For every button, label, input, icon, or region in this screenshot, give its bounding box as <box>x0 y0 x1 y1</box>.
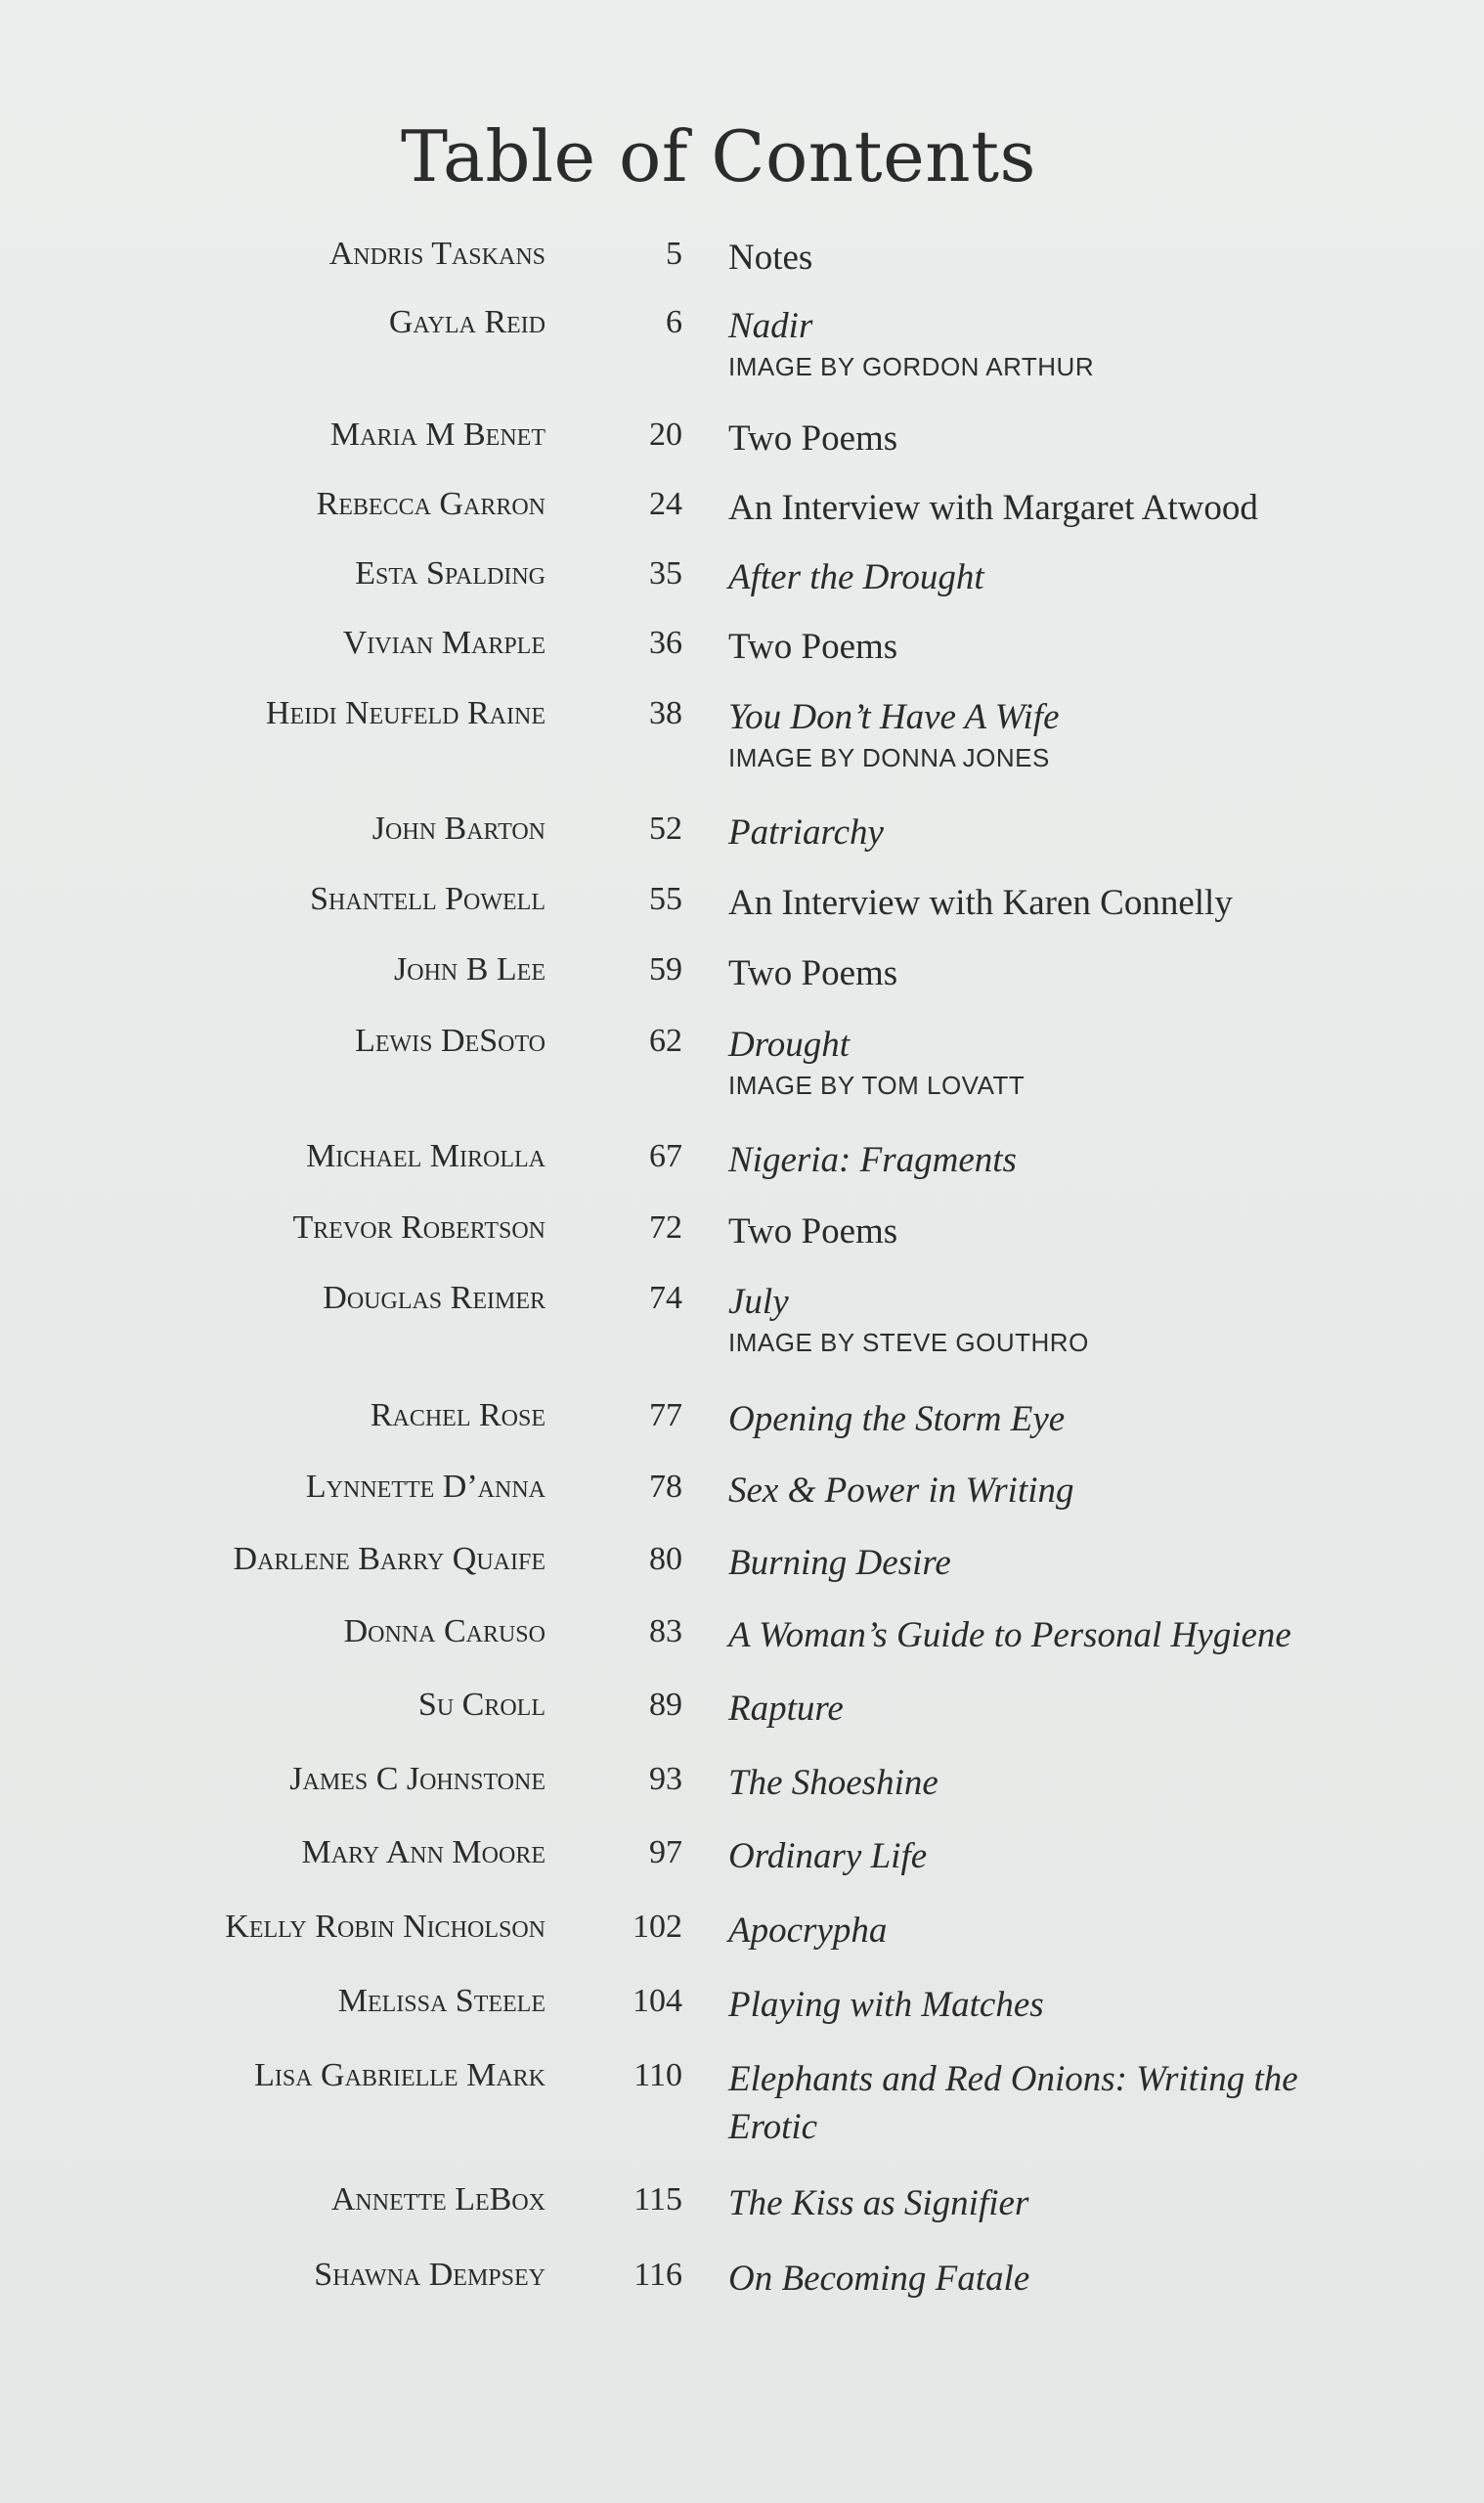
entry-author: Lynnette D’anna <box>305 1469 546 1505</box>
entry-image-credit: IMAGE BY DONNA JONES <box>728 743 1050 772</box>
entry-page-number: 52 <box>649 811 682 847</box>
toc-entry <box>0 1208 1484 1267</box>
toc-entry <box>0 950 1484 1009</box>
toc-entry <box>0 1137 1484 1196</box>
entry-title: Ordinary Life <box>728 1836 928 1876</box>
entry-page-number: 36 <box>649 625 682 661</box>
entry-author: Shawna Dempsey <box>314 2257 546 2293</box>
entry-page-number: 24 <box>649 486 682 522</box>
entry-page-number: 115 <box>633 2181 682 2218</box>
entry-title: Nigeria: Fragments <box>728 1140 1017 1180</box>
toc-entry <box>0 2256 1484 2314</box>
toc-entry <box>0 554 1484 613</box>
entry-author: Kelly Robin Nicholson <box>225 1909 546 1945</box>
entry-author: Rebecca Garron <box>316 486 546 522</box>
toc-entry <box>0 1022 1484 1100</box>
entry-title: Two Poems <box>728 418 898 459</box>
entry-page-number: 67 <box>649 1138 682 1174</box>
toc-entry <box>0 1612 1484 1671</box>
entry-title: Playing with Matches <box>728 1985 1044 2025</box>
entry-title: After the Drought <box>728 557 984 597</box>
toc-entry <box>0 416 1484 474</box>
toc-entry <box>0 485 1484 544</box>
entry-title: Two Poems <box>728 1211 898 1252</box>
entry-page-number: 78 <box>649 1469 682 1505</box>
entry-image-credit: IMAGE BY STEVE GOUTHRO <box>728 1328 1089 1357</box>
entry-page-number: 5 <box>666 236 682 272</box>
entry-page-number: 110 <box>633 2057 682 2093</box>
entry-page-number: 89 <box>649 1687 682 1723</box>
entry-author: John B Lee <box>394 951 546 988</box>
entry-author: Maria M Benet <box>329 417 546 453</box>
toc-entry <box>0 810 1484 868</box>
entry-author: Donna Caruso <box>343 1613 546 1649</box>
entry-author: Rachel Rose <box>370 1397 546 1433</box>
entry-author: Lisa Gabrielle Mark <box>254 2057 546 2093</box>
entry-page-number: 102 <box>633 1909 682 1945</box>
entry-author: Vivian Marple <box>342 625 546 661</box>
entry-title: Drought <box>728 1025 851 1065</box>
toc-entry <box>0 1982 1484 2041</box>
toc-entry <box>0 2180 1484 2239</box>
toc-entry <box>0 1760 1484 1819</box>
toc-entry <box>0 1396 1484 1455</box>
entry-page-number: 35 <box>649 555 682 592</box>
entry-title: Patriarchy <box>728 812 884 853</box>
entry-author: Darlene Barry Quaife <box>233 1541 546 1577</box>
page-title: Table of Contents <box>401 115 1036 198</box>
entry-author: Douglas Reimer <box>323 1280 546 1316</box>
toc-entry <box>0 1540 1484 1599</box>
entry-page-number: 55 <box>649 881 682 917</box>
entry-page-number: 74 <box>649 1280 682 1316</box>
toc-entry <box>0 694 1484 772</box>
entry-author: Melissa Steele <box>337 1983 546 2019</box>
toc-entry <box>0 2056 1484 2147</box>
toc-entry <box>0 1686 1484 1744</box>
entry-page-number: 62 <box>649 1023 682 1059</box>
entry-author: Esta Spalding <box>355 555 546 592</box>
entry-title: The Shoeshine <box>728 1763 938 1803</box>
toc-entry <box>0 1908 1484 1966</box>
entry-title: Rapture <box>728 1689 844 1729</box>
entry-title: July <box>728 1282 789 1322</box>
entry-image-credit: IMAGE BY GORDON ARTHUR <box>728 352 1095 381</box>
entry-title: Burning Desire <box>728 1543 951 1583</box>
entry-author: Michael Mirolla <box>306 1138 546 1174</box>
entry-title: You Don’t Have A Wife <box>728 697 1060 737</box>
entry-author: Andris Taskans <box>328 236 546 272</box>
entry-title: On Becoming Fatale <box>728 2259 1030 2299</box>
entry-page-number: 104 <box>633 1983 682 2019</box>
entry-author: Lewis DeSoto <box>355 1023 546 1059</box>
entry-page-number: 83 <box>649 1613 682 1649</box>
toc-entry <box>0 1279 1484 1357</box>
entry-author: James C Johnstone <box>289 1761 546 1797</box>
toc-entry <box>0 880 1484 939</box>
entry-title: Sex & Power in Writing <box>728 1471 1074 1511</box>
entry-author: Shantell Powell <box>310 881 546 917</box>
entry-author: Trevor Robertson <box>292 1209 546 1246</box>
toc-entry <box>0 624 1484 682</box>
toc-entry <box>0 303 1484 381</box>
entry-title: Notes <box>728 238 813 278</box>
entry-image-credit: IMAGE BY TOM LOVATT <box>728 1071 1026 1100</box>
entry-author: Annette LeBox <box>330 2181 546 2218</box>
entry-author: Mary Ann Moore <box>301 1834 546 1870</box>
entry-title: Nadir <box>728 306 813 346</box>
entry-title: Opening the Storm Eye <box>728 1399 1066 1439</box>
entry-title: An Interview with Margaret Atwood <box>728 488 1258 528</box>
entry-author: Gayla Reid <box>388 304 546 340</box>
entry-author: Su Croll <box>417 1687 546 1723</box>
toc-entry <box>0 235 1484 293</box>
entry-title: Apocrypha <box>728 1910 888 1951</box>
entry-title: Two Poems <box>728 953 898 993</box>
entry-page-number: 116 <box>633 2257 682 2293</box>
entry-page-number: 93 <box>649 1761 682 1797</box>
toc-entry <box>0 1833 1484 1892</box>
entry-author: John Barton <box>371 811 546 847</box>
entry-title: The Kiss as Signifier <box>728 2183 1029 2223</box>
entry-title: A Woman’s Guide to Personal Hygiene <box>728 1615 1291 1655</box>
toc-entry <box>0 1468 1484 1526</box>
entry-author: Heidi Neufeld Raine <box>265 695 546 731</box>
entry-page-number: 38 <box>649 695 682 731</box>
entry-page-number: 20 <box>649 417 682 453</box>
entry-title: Elephants and Red Onions: Writing the Erotic <box>728 2059 1298 2147</box>
entry-title: An Interview with Karen Connelly <box>728 883 1233 923</box>
entry-page-number: 59 <box>649 951 682 988</box>
entry-title: Two Poems <box>728 627 898 667</box>
entry-page-number: 97 <box>649 1834 682 1870</box>
entry-page-number: 80 <box>649 1541 682 1577</box>
entry-page-number: 6 <box>666 304 682 340</box>
entry-page-number: 77 <box>649 1397 682 1433</box>
entry-page-number: 72 <box>649 1209 682 1246</box>
